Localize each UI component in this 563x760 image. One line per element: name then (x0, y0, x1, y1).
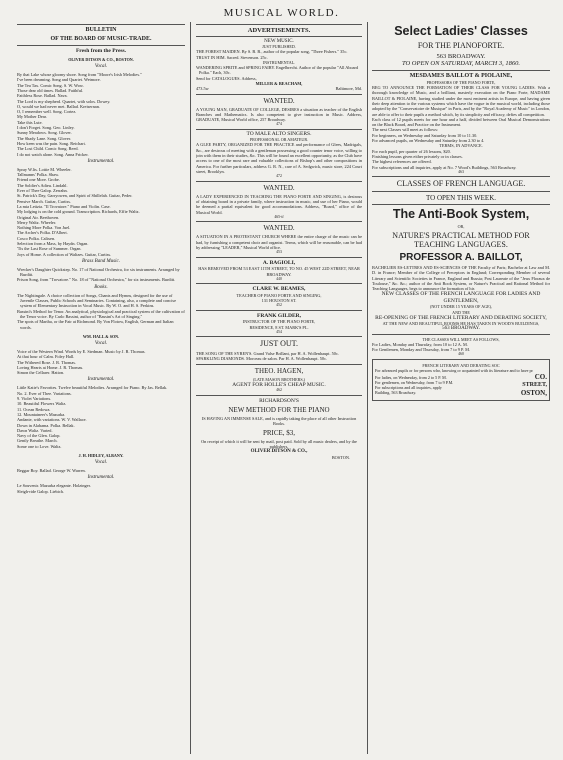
instrumental-label: INSTRUMENTAL. (262, 59, 296, 65)
just-out-list (196, 351, 362, 362)
society-line: For gentlemen, on Wednesday, from 7 to 9 P.M. (375, 379, 454, 385)
instrumental-item: Nothing More Polka. Von Juel. (17, 225, 71, 231)
books-list (17, 293, 185, 330)
instrumental-item: Merry Waltz. Wheeler. (17, 219, 57, 225)
vocal-list (17, 349, 185, 375)
vocal-item: Loving Hearts at Home. J. R. Thomas. (17, 364, 84, 370)
advertisements-title: ADVERTISEMENTS. (247, 27, 311, 34)
society-line: For ladies, on Wednesday, from 2 to 5 P. M. (375, 374, 447, 380)
vocal-item: How keen was the pain. Song. Reichart. (17, 140, 86, 146)
instrumental-heading: Instrumental. (87, 158, 115, 164)
edge-fragment: STREET, (522, 382, 547, 389)
instrumental-item: Gently Breathe. March. (17, 438, 58, 444)
gilder-text: INSTRUCTOR OF THE PIANO FORTE, (242, 319, 316, 325)
not-under: (NOT UNDER 15 YEARS OF AGE), (429, 304, 493, 310)
method-sub: IS HAVING AN IMMENSE SALE, and is rapidly taking the place of all other Instruction Books. (201, 416, 357, 427)
vocal-list (17, 468, 185, 473)
instrumental-item: Dawn Waltz. Varied. (17, 427, 53, 433)
vocal-item: The Lord is my shepherd. Quartet, with solos. Dowey. (17, 98, 111, 104)
vocal-item: The Shady Lane. Song. Glover. (17, 135, 72, 141)
vocal-item: Beggar Boy. Ballad. George W. Warren. (17, 468, 86, 474)
richardson-label: RICHARDSON'S (259, 397, 299, 404)
bulletin-subtitle: OF THE BOARD OF MUSIC-TRADE. (50, 36, 152, 42)
natures-method: NATURE'S PRACTICAL METHOD FOR TEACHING LANGUAGES. (392, 230, 530, 250)
gentlemen-schedule: For Gentlemen, Monday and Thursday, from 7 to 9 P. M. (372, 347, 470, 353)
instrumental-item: 10. Beautiful Flowers Waltz. (17, 401, 67, 407)
classes-address: 563 BROADWAY. (436, 52, 486, 60)
price-sub: On receipt of which it will be sent by mail, post paid. Sold by all music dealers, and by the publishers, (201, 438, 357, 450)
brass-item: Wrecker's Daughter Quickstep. No. 17 of National Orchestra, for six instruments. Arranged by Burditt. (17, 266, 180, 278)
instrumental-item: 11. Ocean Redowa. (17, 406, 51, 412)
select-classes-title: Select Ladies' Classes (394, 24, 528, 38)
vocal-item: I've been dreaming. Song and Quartet. Wetmore. (17, 77, 101, 83)
alto-heading: TO MALE ALTO SINGERS. (246, 130, 312, 137)
publisher-hall: WM. HALL & SON. (82, 333, 120, 339)
instrumental-item: No. 2. Ever of Thee. Variations. (17, 390, 72, 396)
classes-body: Finishing lessons given either privately or in classes. (372, 153, 463, 159)
bagioli-text: HAS REMOVED FROM 53 EAST 11TH STREET, TO NO. 45 WEST 22D STREET, NEAR BROADWAY. (198, 266, 360, 277)
wanted-heading: WANTED. (263, 183, 295, 192)
instrumental-item: Navy of the Glen. Galop. (17, 433, 61, 439)
bagioli-name: A. BAGIOLI, (262, 259, 296, 266)
vocal-item: The Withered Rose. J. R. Thomas. (17, 359, 76, 365)
ad-number: 472 (276, 174, 282, 179)
instrumental-item: 'Tis the Last Rose of Summer. Organ. (17, 246, 82, 252)
advertisements-column (196, 22, 362, 754)
wanted-heading: WANTED. (263, 224, 295, 233)
publisher-ditson: OLIVER DITSON & CO., BOSTON. (68, 57, 134, 62)
bulletin-title: BULLETIN (85, 27, 117, 33)
brass-list (17, 267, 185, 283)
ad-number: 463 (458, 169, 464, 174)
edge-fragment: OSTON, (520, 389, 547, 398)
hagen-sub: (LATE MASON BROTHERS,) (253, 376, 305, 382)
instrumental-item: Joys of Home. A collection of Waltzes. Guitar, Curtiss. (17, 251, 112, 257)
vocal-item: Sunny Meadows. Song. Glover. (17, 130, 72, 136)
vocal-item: Voice of the Western Wind. Words by E. Stedman. Music by J. R. Thomas. (17, 348, 146, 354)
instrumental-item: Some one to Love. Waltz. (17, 443, 62, 449)
vocal-item: I don't Forget. Song. Geo. Linley. (17, 125, 75, 131)
vocal-item: Simon the Cellarer. Hatton. (17, 370, 65, 376)
wanted-text: A YOUNG MAN, GRADUATE OF COLLEGE, DESIRES a situation as teacher of the English Branches and Mathematics. Is also competent to give instruction in Music. Address, GRADUATE, Musical World office, 257 Broadway. (196, 106, 362, 123)
classes-body: The next Classes will meet as follows: (372, 127, 439, 133)
ad-number: 462 (276, 388, 282, 393)
alto-text: A GLEE PARTY, ORGANIZED FOR THE PRACTICE and performance of Glees, Madrigals, &c., are desirous of meeting with a gentleman possessing a good counter tenor voice, willing to join with them in their studies, &c. This will be found an excellent opportunity, as the Club have access to one of the most rare and valuable collections of Bishop's and other compositions in America. For further particulars, address G. R. N., care of A. Sedgwick, music store, 224 Court street, Brooklyn. (196, 142, 362, 174)
professor-name: PROFESSOR A. BAILLOT, (399, 251, 523, 263)
method-title: NEW METHOD FOR THE PIANO (228, 406, 330, 415)
column-divider (367, 22, 368, 754)
ditson-city: BOSTON. (331, 454, 350, 460)
instrumental-ad-item: WANDERING SPRITE and SPRING FAIRY. Engelbrecht. Author of the popular "All Aboard Polka." Each, 30c. (196, 65, 359, 76)
ladies-schedule: For Ladies, Monday and Thursday, from 10 to 12 A. M. (372, 341, 468, 347)
vocal-item: Those dear old times. Ballad. Faithful. (17, 87, 84, 93)
classes-body: For subscriptions and all inquiries, apply at No. 7 Wood's Buildings, 563 Broadway. (372, 164, 517, 170)
vocal-item: At that hour of Calm. Foley Hall. (17, 354, 75, 360)
instrumental-item: Andante, with variations. W. V. Wallace. (17, 417, 87, 423)
instrumental-heading: Instrumental. (87, 475, 115, 481)
ad-number: 452 (276, 303, 282, 308)
society-line: Building, 563 Broadway. (375, 390, 417, 396)
vocal-item: I do not watch alone. Song. Anna Fricker. (17, 151, 89, 157)
french-classes-title: CLASSES OF FRENCH LANGUAGE. (396, 179, 526, 189)
brass-item: Prison Song, from "Trovatore." No. 18 of "National Orchestra," for six instruments. Burditt. (17, 277, 176, 283)
brass-heading: Brass Band Music. (82, 258, 120, 264)
classes-body: BEG TO ANNOUNCE THE FORMATION OF THEIR CLASS FOR YOUNG LADIES. With a thorough knowledge of Music, and a brilliant, masterly execution on the Piano Forte, MADAME BAILLOT & PIOLAINE, having studied under the most eminent artists in Europe, and having given their deep attention to the various systems which have the vogue in the musical world, including those adopted by the "Conservatoire de Musique" in Paris, and by the "Royal Academy of Music" in London, are able to offer to their pupils a method which, by its simplicity and efficacy, defies all competition. (372, 85, 550, 117)
ad-number: 473.5w (196, 86, 209, 92)
vocal-item: O, I remember well. Song. Cortez. (17, 109, 77, 115)
classes-body: The highest references are offered. (372, 159, 432, 165)
bulletin-column (17, 22, 185, 754)
instrumental-item: Down in Alabama. Polka. Bellak. (17, 422, 75, 428)
new-music-item: THE FOREST MAIDEN. By S. B. B., author of the popular song, "Three Fishers." 35c. (196, 49, 348, 55)
wanted-text: A SITUATION IN A PROTESTANT CHURCH WHERE the entire charge of the music can be had, by furnishing a competent choir and organist. Terms, which will be reasonable, can be had by addressing "LEADER," Musical World office. (196, 234, 362, 250)
terms-heading: TERMS, IN ADVANCE. (439, 143, 483, 149)
column-divider (190, 22, 191, 754)
classes-meet: THE CLASSES WILL MEET AS FOLLOWS, (422, 336, 500, 342)
instrumental-item: Pensive March. Guitar, Curtiss. (17, 198, 72, 204)
beames-address: 131 HOUSTON ST. (261, 298, 297, 304)
masthead: MUSICAL WORLD. (223, 7, 340, 19)
select-classes-sub: FOR THE PIANOFORTE. (417, 41, 505, 50)
anti-book-title: The Anti-Book System, (392, 206, 530, 221)
new-music-item: TRUST IN HIM. Sacred. Stevenson. 25c. (196, 54, 268, 60)
instrumental-item: Tallmanns' Polka. Shaw. (17, 172, 59, 178)
society-heading: FRENCH LITERARY AND DEBATING SOC (422, 362, 500, 368)
classes-body: For beginners, on Wednesday and Saturday from 10 to 11.30. (372, 132, 478, 138)
new-music-list (196, 49, 362, 60)
instrumental-item: The Archer's Polka. D'Albert. (17, 230, 68, 236)
vocal-item: O, would we had never met. Ballad. Kreisernan. (17, 103, 100, 109)
edge-fragment: CO. (534, 373, 547, 382)
classes-body: For advanced pupils, on Wednesday and Saturday from 2.30 to 4. (372, 138, 485, 144)
address-2: 563 BROADWAY. (442, 326, 480, 332)
hagen-name: THEO. HAGEN, (254, 366, 304, 375)
vocal-heading: Vocal. (94, 340, 108, 346)
instrumental-item: La mia Letizia. "Il Trovatore." Piano and Violin. Case. (17, 203, 111, 209)
open-this-week: TO OPEN THIS WEEK. (426, 193, 496, 202)
instrumental-item: Le Souvenir. Mazurka elegante. Holzinger. (17, 483, 91, 489)
instrumental-item: Selection from a Mass, by Haydn. Organ. (17, 241, 89, 246)
vocal-heading: Vocal. (94, 460, 108, 466)
society-line: For advanced pupils or for persons who, knowing or acquainted with its literature and to have pr (375, 367, 533, 373)
just-out-heading: JUST OUT. (260, 339, 298, 349)
instrumental-item: The Soldier's Adieu. Lindahl. (17, 182, 68, 188)
professors: PROFESSORS OF THE PIANO FORTE, (426, 80, 496, 85)
wanted-text: A LADY EXPERIENCED IN TEACHING THE PIANO FORTE AND SINGING, is desirous of obtaining board in a private family, where instruction in music, and use of her Piano, would be deemed a partial equivalent for good accommodations. Address, "Board," office of the Musical World. (196, 193, 362, 215)
just-out-item: THE SONG OF THE SYREN'S. Grand Valse Brillant, par H. A. Wollenhaupt. 50c. (196, 350, 339, 356)
vocal-item: The Lost Child. Comic Song. Reed. (17, 146, 79, 152)
classes-body: For each pupil, per quarter of 26 lessons, $20. (372, 148, 451, 154)
firm-city: Baltimore, Md. (335, 86, 362, 92)
new-classes: NEW CLASSES OF THE FRENCH LANGUAGE FOR LADIES AND GENTLEMEN, (381, 291, 541, 304)
ad-number: 440 (276, 276, 282, 281)
gilder-address: RESIDENCE, 8 ST. MARK'S PL. (249, 324, 309, 330)
book-item: The spots of Martha, or the Fair at Richmond. By Von Flotow, English, German and Italian words. (17, 319, 174, 330)
instrumental-list (17, 483, 185, 494)
just-out-item: SPARKLING DIAMONDS. Morceau de salon. Par H. A. Wollenhaupt. 50c. (196, 356, 328, 362)
instrumental-item: Friend one More. Grobe. (17, 177, 60, 183)
book-item: Bassini's Method for Tenor. An analytical, physiological and practical system of the cultivation of the Tenor voice. By Carlo Bassini, author of "Bassini's Art of Singing." (17, 308, 185, 319)
ad-number: 460 (458, 352, 464, 357)
debating-society-box (372, 359, 550, 401)
reopening: RE-OPENING OF THE FRENCH LITERARY AND DEBATING SOCIETY, (375, 314, 547, 321)
instrumental-item: Sleigh-ride Galop. Liebich. (17, 488, 65, 494)
books-heading: Books. (94, 284, 108, 290)
vocal-item: Faithless Rose. Ballad. Nava. (17, 93, 68, 99)
beames-text: TEACHER OF PIANO FORTE AND SINGING, (236, 292, 322, 298)
instrumental-item: Spray W.lts. Lottie M. Wheeler. (17, 166, 72, 172)
ad-number: 465-tf (274, 214, 284, 219)
fresh-heading: Fresh from the Press. (75, 48, 127, 54)
firm-name: MILLER & BEACHAM, (255, 80, 303, 86)
instrumental-item: 9. Violet Variations. (17, 396, 52, 402)
price: PRICE, $3, (262, 428, 296, 437)
vocal-heading: Vocal. (94, 64, 108, 70)
professor-bio: BACHELIER ES-LETTRES AND ES-SCIENCES OF THE Faculty of Paris; Bachelor at Law and M. D. in France; Member of the College of Preceptors in England; Corresponding Member of several Literary and Scientific Societies in France, England and Russia; Post Laureate of the "Jeux Floraux de Toulouse," &c. &c.; author of the Anti Book System, or Nature's Practical and Rational Method for Teaching Languages, begs to announce the formation of his (372, 264, 550, 292)
mesdames: MESDAMES BAILLOT & PIOLAINE, (409, 73, 513, 79)
new-rooms: AT THE NEW AND BEAUTIFUL ROOMS HE HAS TAKEN IN WOOD'S BUILDINGS, (382, 321, 540, 327)
alto-subheading: PROFESSIONAL OR AMATEUR. (249, 137, 309, 143)
instrumental-ad-item: Send for CATALOGUES. Address, (196, 75, 257, 81)
and-the: AND THE (452, 309, 470, 315)
ad-number: 474 (276, 122, 282, 127)
beames-name: CLARE W. BEAMES, (252, 286, 306, 293)
instrumental-heading: Instrumental. (87, 377, 115, 383)
ad-number: 453 (276, 250, 282, 255)
open-date: TO OPEN ON SATURDAY, MARCH 3, 1860. (401, 60, 521, 67)
instrumental-ad-list (196, 65, 362, 81)
instrumental-list (17, 167, 185, 257)
wanted-heading: WANTED. (263, 96, 295, 105)
classes-body: Each class of 12 pupils meets for one hour and a half, divided between Oral Musical Demonstrations on the Black Board, and Practice on the Instrument. (372, 116, 550, 128)
instrumental-item: Cosco Polka. Calixen. (17, 235, 56, 241)
instrumental-item: Ever of Thee Galop. Zerrahn. (17, 188, 68, 194)
vocal-item: The Tea Tax. Comic Song. S. W. Wow. (17, 82, 84, 88)
ad-number: 454 (276, 329, 282, 334)
ditson-name: OLIVER DITSON & CO., (250, 449, 308, 455)
instrumental-item: Original Air. Beethoven. (17, 214, 60, 220)
classes-column (372, 22, 550, 754)
publisher-hidley: J. H. HIDLEY, ALBANY. (78, 453, 124, 458)
vocal-item: My Mother Dear. (17, 114, 47, 120)
instrumental-list (17, 385, 185, 449)
book-item: The Nightingale. A choice collection of Songs, Chants and Hymns, designed for the use of Juvenile Classes, Public Schools and Seminaries. Containing, also, a complete and concise system of Elementary Instruction in Vocal Music. By W. O. and H. S. Perkins. (17, 292, 176, 309)
instrumental-item: Little Katie's Favorites. Twelve beautiful Melodies. Arranged for Piano. By Jas. Bellak. (17, 385, 168, 391)
society-line: For subscriptions and all inquiries, apply (375, 385, 442, 391)
just-published: JUST PUBLISHED. (262, 44, 296, 50)
new-music-heading: NEW MUSIC. (264, 39, 294, 44)
vocal-item: By that Lake whose gloomy shore. Song from "Moore's Irish Melodies." (17, 72, 142, 78)
firm-row (196, 86, 362, 91)
instrumental-item: 12. Mountaineer's Mazurka. (17, 411, 66, 417)
instrumental-item: St. Patrick's Day, Garryowen, and Spirit of Shillelah. Guitar, Peder. (17, 193, 133, 199)
or-label: OR, (457, 223, 465, 229)
instrumental-item: My lodging is on the cold ground. Transcription. Richards, Effie Waltz. (17, 209, 140, 215)
vocal-list (17, 72, 185, 157)
hagen-agent: AGENT FOR HOLLE'S CHEAP MUSIC. (232, 381, 326, 388)
vocal-item: Take this Lute. (17, 119, 43, 125)
gilder-name: FRANK GILDER, (256, 312, 301, 319)
